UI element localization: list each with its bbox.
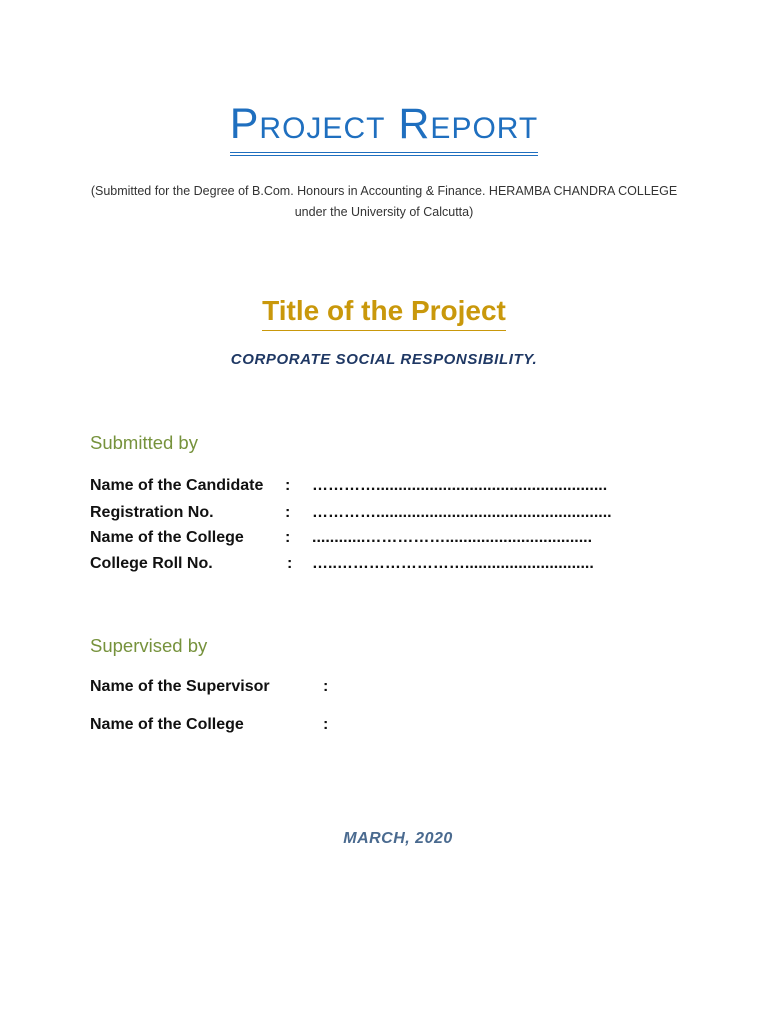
submission-date: MARCH, 2020 — [343, 830, 453, 847]
college-roll-no-colon: : — [287, 555, 293, 572]
project-title-heading — [0, 292, 768, 331]
registration-no-label: Registration No. — [90, 504, 214, 521]
report-subtitle-line1: (Submitted for the Degree of B.Com. Honours in Accounting & Finance. HERAMBA CHANDRA COLLEGE — [90, 184, 678, 198]
report-subtitle-line2: under the University of Calcutta) — [294, 205, 474, 219]
candidate-name-label: Name of the Candidate — [90, 477, 264, 494]
submitted-by-heading: Submitted by — [90, 432, 198, 453]
project-title-heading-text: Title of the Project — [262, 292, 506, 331]
college-name-label: Name of the College — [90, 529, 244, 546]
supervisor-name-colon: : — [323, 678, 329, 695]
supervisor-college-colon: : — [323, 716, 329, 733]
supervisor-college-label: Name of the College — [90, 716, 244, 733]
college-roll-no-blank: …..……………………............................. — [312, 555, 594, 572]
registration-no-blank: …………..................................................... — [312, 504, 612, 521]
college-roll-no-label: College Roll No. — [90, 555, 213, 572]
supervisor-name-label: Name of the Supervisor — [90, 678, 270, 695]
supervised-by-heading: Supervised by — [90, 635, 208, 656]
candidate-name-blank: ………….................................................... — [312, 477, 608, 494]
college-name-blank: ............……………................................. — [312, 529, 593, 546]
registration-no-colon: : — [285, 504, 291, 521]
report-subtitle — [84, 181, 684, 223]
report-title-text: Project Report — [230, 98, 538, 156]
candidate-name-colon: : — [285, 477, 291, 494]
report-title — [0, 98, 768, 156]
project-name: CORPORATE SOCIAL RESPONSIBILITY. — [230, 351, 538, 368]
college-name-colon: : — [285, 529, 291, 546]
